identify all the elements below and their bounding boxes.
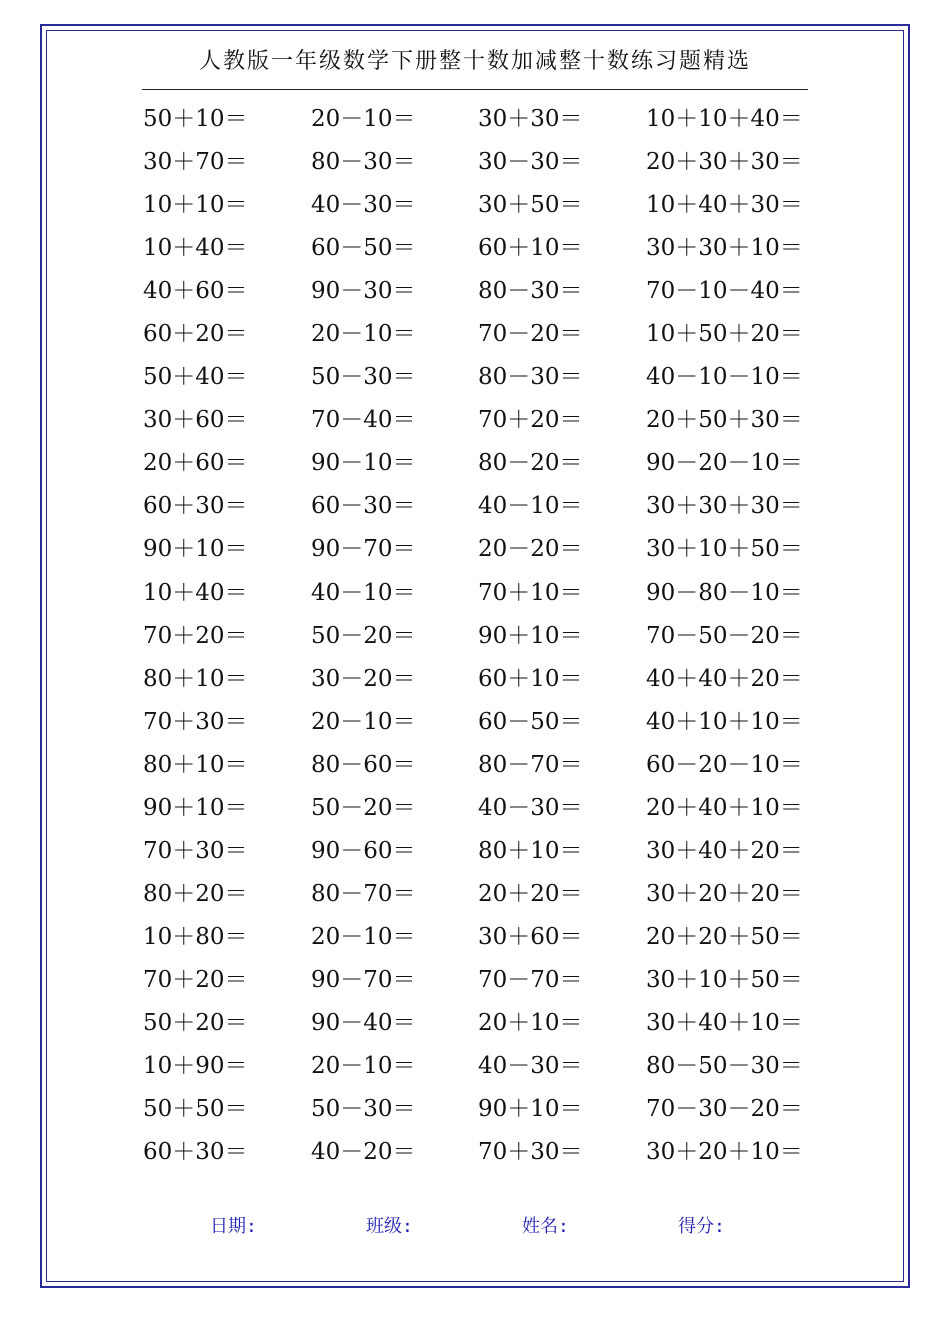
math-problem: 90＋10＝ <box>143 536 248 563</box>
math-problem: 70－20＝ <box>478 321 583 348</box>
math-problem: 50＋40＝ <box>143 364 248 391</box>
math-problem: 60＋10＝ <box>478 235 583 262</box>
problem-row <box>143 530 823 573</box>
math-problem: 30＋60＝ <box>143 407 248 434</box>
math-problem: 60＋30＝ <box>143 1139 248 1166</box>
math-problem: 10＋40＋30＝ <box>646 192 803 219</box>
math-problem: 20－10＝ <box>311 106 416 132</box>
math-problem: 80＋10＝ <box>143 665 248 692</box>
problem-row <box>143 703 823 746</box>
problem-row <box>143 746 823 789</box>
math-problem: 70＋20＝ <box>478 407 583 434</box>
problem-row <box>143 358 823 401</box>
math-problem: 90－20－10＝ <box>646 450 803 477</box>
math-problem: 20－10＝ <box>311 923 416 950</box>
math-problem: 20－20＝ <box>478 536 583 563</box>
math-problem: 90－70＝ <box>311 966 416 993</box>
problem-row <box>143 1047 823 1090</box>
math-problem: 90＋10＝ <box>478 1096 583 1123</box>
problem-row <box>143 186 823 229</box>
math-problem: 90－30＝ <box>311 278 416 305</box>
math-problem: 60＋10＝ <box>478 665 583 692</box>
math-problem: 30＋10＋50＝ <box>646 966 803 993</box>
math-problem: 60＋30＝ <box>143 493 248 520</box>
math-problem: 40－30＝ <box>311 192 416 219</box>
math-problem: 30＋30＋10＝ <box>646 235 803 262</box>
math-problem: 20＋20＝ <box>478 880 583 907</box>
math-problem: 50＋50＝ <box>143 1096 248 1123</box>
math-problem: 70＋10＝ <box>478 579 583 606</box>
math-problem: 30＋20＋20＝ <box>646 880 803 907</box>
math-problem: 10＋40＝ <box>143 579 248 606</box>
math-problem: 40－10＝ <box>478 493 583 520</box>
math-problem: 70＋30＝ <box>143 837 248 864</box>
math-problem: 40＋60＝ <box>143 278 248 305</box>
problem-row <box>143 832 823 875</box>
math-problem: 20＋10＝ <box>478 1009 583 1036</box>
class-label: 班级: <box>366 1216 413 1237</box>
title-underline <box>142 89 808 90</box>
math-problem: 90－40＝ <box>311 1009 416 1036</box>
math-problem: 60－50＝ <box>478 708 583 735</box>
math-problem: 90－10＝ <box>311 450 416 477</box>
math-problem: 10＋10＋40＝ <box>646 106 803 132</box>
problem-row <box>143 444 823 487</box>
math-problem: 50－20＝ <box>311 622 416 649</box>
math-problem: 10＋10＝ <box>143 192 248 219</box>
date-label: 日期: <box>210 1216 257 1237</box>
math-problem: 90－80－10＝ <box>646 579 803 606</box>
math-problem: 10＋50＋20＝ <box>646 321 803 348</box>
problem-row <box>143 660 823 703</box>
math-problem: 70＋30＝ <box>143 708 248 735</box>
problem-row <box>143 229 823 272</box>
math-problem: 30－20＝ <box>311 665 416 692</box>
math-problem: 30＋10＋50＝ <box>646 536 803 563</box>
math-problem: 60－30＝ <box>311 493 416 520</box>
problem-row <box>143 875 823 918</box>
math-problem: 20－10＝ <box>311 321 416 348</box>
name-label: 姓名: <box>522 1216 569 1237</box>
math-problem: 70＋20＝ <box>143 622 248 649</box>
math-problem: 70－30－20＝ <box>646 1096 803 1123</box>
math-problem: 70＋20＝ <box>143 966 248 993</box>
math-problem: 30＋40＋20＝ <box>646 837 803 864</box>
problem-row <box>143 574 823 617</box>
math-problem: 30＋60＝ <box>478 923 583 950</box>
math-problem: 90－60＝ <box>311 837 416 864</box>
math-problem: 90－70＝ <box>311 536 416 563</box>
math-problem: 30＋40＋10＝ <box>646 1009 803 1036</box>
math-problem: 20＋40＋10＝ <box>646 794 803 821</box>
problem-row <box>143 617 823 660</box>
math-problem: 20＋50＋30＝ <box>646 407 803 434</box>
problem-grid <box>143 100 823 1176</box>
math-problem: 10＋90＝ <box>143 1053 248 1080</box>
problem-row <box>143 100 823 143</box>
math-problem: 20－10＝ <box>311 708 416 735</box>
math-problem: 70＋30＝ <box>478 1139 583 1166</box>
math-problem: 70－70＝ <box>478 966 583 993</box>
problem-row <box>143 789 823 832</box>
math-problem: 40－30＝ <box>478 794 583 821</box>
math-problem: 80＋20＝ <box>143 880 248 907</box>
math-problem: 30＋30＝ <box>478 106 583 132</box>
problem-row <box>143 1090 823 1133</box>
problem-row <box>143 143 823 186</box>
math-problem: 80－30＝ <box>478 364 583 391</box>
problem-row <box>143 918 823 961</box>
math-problem: 30＋20＋10＝ <box>646 1139 803 1166</box>
math-problem: 30＋30＋30＝ <box>646 493 803 520</box>
score-label: 得分: <box>678 1216 725 1237</box>
math-problem: 90＋10＝ <box>143 794 248 821</box>
math-problem: 20＋30＋30＝ <box>646 149 803 176</box>
math-problem: 30－30＝ <box>478 149 583 176</box>
problem-row <box>143 401 823 444</box>
math-problem: 50－20＝ <box>311 794 416 821</box>
math-problem: 60＋20＝ <box>143 321 248 348</box>
problem-row <box>143 272 823 315</box>
math-problem: 50－30＝ <box>311 364 416 391</box>
math-problem: 80－20＝ <box>478 450 583 477</box>
math-problem: 80＋10＝ <box>478 837 583 864</box>
math-problem: 50＋10＝ <box>143 106 248 132</box>
math-problem: 80＋10＝ <box>143 751 248 778</box>
math-problem: 50－30＝ <box>311 1096 416 1123</box>
math-problem: 80－30＝ <box>478 278 583 305</box>
math-problem: 80－50－30＝ <box>646 1053 803 1080</box>
math-problem: 20＋20＋50＝ <box>646 923 803 950</box>
math-problem: 70－50－20＝ <box>646 622 803 649</box>
math-problem: 60－50＝ <box>311 235 416 262</box>
math-problem: 40－10－10＝ <box>646 364 803 391</box>
math-problem: 10＋40＝ <box>143 235 248 262</box>
math-problem: 40＋40＋20＝ <box>646 665 803 692</box>
problem-row <box>143 315 823 358</box>
math-problem: 50＋20＝ <box>143 1009 248 1036</box>
math-problem: 40－20＝ <box>311 1139 416 1166</box>
student-info-footer <box>0 1212 950 1242</box>
math-problem: 60－20－10＝ <box>646 751 803 778</box>
math-problem: 70－10－40＝ <box>646 278 803 305</box>
problem-row <box>143 487 823 530</box>
math-problem: 80－30＝ <box>311 149 416 176</box>
math-problem: 30＋70＝ <box>143 149 248 176</box>
math-problem: 70－40＝ <box>311 407 416 434</box>
problem-row <box>143 961 823 1004</box>
math-problem: 90＋10＝ <box>478 622 583 649</box>
problem-row <box>143 1004 823 1047</box>
math-problem: 20＋60＝ <box>143 450 248 477</box>
math-problem: 40－30＝ <box>478 1053 583 1080</box>
math-problem: 40－10＝ <box>311 579 416 606</box>
math-problem: 80－70＝ <box>478 751 583 778</box>
math-problem: 80－60＝ <box>311 751 416 778</box>
math-problem: 30＋50＝ <box>478 192 583 219</box>
math-problem: 10＋80＝ <box>143 923 248 950</box>
math-problem: 40＋10＋10＝ <box>646 708 803 735</box>
problem-row <box>143 1133 823 1176</box>
math-problem: 20－10＝ <box>311 1053 416 1080</box>
worksheet-title: 人教版一年级数学下册整十数加减整十数练习题精选 <box>198 49 751 74</box>
math-problem: 80－70＝ <box>311 880 416 907</box>
